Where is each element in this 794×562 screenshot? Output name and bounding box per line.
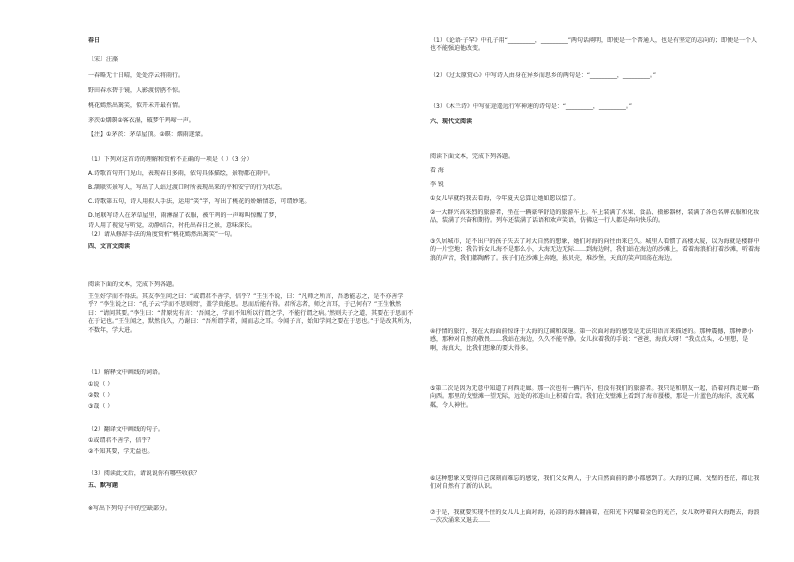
poem-title: 春日 [88,37,101,44]
section-6-intro: 阅读下面文本，完成下列各题。 [430,153,515,160]
classical-q2-item: ①或谓君不善学，信乎？ [88,437,154,444]
question-2: （2）请从修辞手法的角度赏析“桃花嫣然出篱笑”一句。 [88,231,237,238]
poem-line: 桃花嫣然出篱笑，似开未开最有情。 [88,102,185,109]
section-6-heading: 六、现代文阅读 [430,118,473,125]
classical-text: 王生好学而不得法。其友李生问之曰：“或谓君不善学，信乎？”王生不说，曰：“凡师之所言，吾悉能志之，是不亦善学乎？”李生说之曰：“孔子云‘学而不思则罔’，盖学贵能思。思而后能有得。君所志者，师之言耳，于己何有？”王生愀然曰：“请问其要。”李生曰：“昔原宪有言：‘吾闻之，学而不知所以行谓之学，不能行谓之病。’然则夫子之道，其要在于思而不在于记也。”王生闻之，默然良久，乃谢曰：“吾所谓学者，闻而志之耳。今闻子言，始知学问之要在于思也。”于是改其所为，不数年，学大进。 [88,293,416,334]
classical-q1: （1）解释文中画线的词语。 [88,369,164,376]
classical-q2-item: ②不知其要，学无益也。 [88,448,154,455]
option-a: A.诗歌首句开门见山，表现春日多雨，依句具体描绘，景物都在雨中。 [88,170,274,177]
dictation-2: （2）《过太原赏心》中写诗人由身在异乡而思乡的两句是：“_________，_________。” [430,72,657,79]
essay-paragraph: ⑤第二次是因为无意中知道了河西走廊。那一次也有一辆汽车，但没有我们的旅游者。我只是和朋友一起，沿着河西走廊一路向西。那里的戈壁滩一望无际，远处的祁连山上积着白雪。我们在戈壁滩上看到了海市蜃楼，那是一片蓝色的海洋，波光粼粼，令人神往。 [430,385,760,409]
poem-line: 茅茨①烟暝②客衣湿，破梦午鸡啼一声。 [88,117,195,124]
option-b: B.颔联实景写人，写出了人站过渡口时所表现出来的平和安宁的行为状态。 [88,184,287,191]
option-d-cont: 诗人用了视觉与听觉，动静结合，衬托出春日之景，意味深长。 [88,222,257,229]
section-5-heading: 五、默写题 [88,482,119,489]
dictation-1: （1）《论语·子罕》中孔子用“_________，_________”两句话阐明，即使是一个普通人，也是有坚定的志向的；即便是一个人也不能强迫他改变。 [430,37,757,53]
dictation-3: （3）《木兰诗》中写征途遥远行军神速的诗句是：“_________，_________。” [430,103,633,110]
classical-q1-item: ③哉（ ） [88,403,114,410]
essay-author: 李 锐 [430,181,444,188]
option-d: D.尾联写诗人在茅草屋里，雨淋湿了衣服，被午鸡的一声啼叫惊醒了梦， [88,212,281,219]
poem-note: 【注】①茅茨：茅草屋顶。②暝：烟雨迷蒙。 [88,131,207,138]
essay-paragraph: ③久居城市，足不出户的孩子失去了对大自然的想象，她们对海的向往由来已久。城里人看惯了高楼大厦，以为海就是楼群中的一片空地；我告诉女儿海不是那么小，大海无边无际……到海边时，我们站在海边的沙滩上，看着海浪拍打着沙滩，听着海浪的声音，我们都陶醉了。孩子们在沙滩上奔跑，拣贝壳，堆沙堡，天真的笑声回荡在海边。 [430,238,760,262]
essay-paragraph: ②一大群兴高采烈的旅游者，坐在一辆豪华舒适的旅游车上。车上装满了水果、食品、摄影器材，装满了各色名牌衣服和化妆品，装满了兴奋和期待。列车还装满了话语和欢声笑语，仿佛这一行人都是奔向快乐的。 [430,209,760,225]
poem-line: 一春略无十日晴，处处浮云将雨行。 [88,72,185,79]
section-4-heading: 四、文言文阅读 [88,243,131,250]
option-c: C.诗歌第五句，诗人用拟人手法，运用“笑”字，写出了桃花的娇媚情态，可谓妙笔。 [88,198,311,205]
essay-paragraph: ⑦于是，我就要实现不住的女儿儿上面对海，沁凉的海水翻涌着，在阳光下闪耀着金色的光芒，女儿欢呼着向大海跑去，海浪一次次涌来又退去…… [430,509,760,525]
essay-paragraph: ①女儿早就约我去看海，今年夏天总算让她如愿以偿了。 [430,195,580,202]
essay-title: 看 海 [430,167,444,174]
essay-paragraph: ⑥这种想象又变得自己深刻而难忘的感觉，我们父女两人，于大自然面前的渺小都感到了。大海的辽阔、戈壁的苍茫，都让我们对自然有了新的认识。 [430,475,760,491]
section-4-intro: 阅读下面的文本，完成下列各题。 [88,281,179,288]
poem-author: 〔宋〕汪藻 [88,56,119,63]
classical-q1-item: ②数（ ） [88,392,114,399]
classical-q1-item: ①说（ ） [88,381,114,388]
classical-q3: （3）阅读此文后，请说说你有哪些收获？ [88,470,200,477]
poem-line: 野田春水碧于镜，人影渡傍鸥不惊。 [88,87,185,94]
classical-q2: （2）翻译文中画线的句子。 [88,426,164,433]
question-1: （1）下列对这首诗的理解和赏析不正确的一项是（ ）（3 分） [88,156,253,163]
section-5-task: ※写出下列句子中的空缺部分。 [88,505,172,512]
essay-paragraph: ④抒情的旅行，我在大海面前惊讶于大海的辽阔和深邃。第一次面对海的感受是无法用语言来描述的。那种震撼，那种渺小感，那种对自然的敬畏……我站在海边，久久不能平静。女儿拉着我的手说：“爸爸，海真大呀！”我点点头，心里想，是啊，海真大，比我们想象的要大得多。 [430,328,754,352]
